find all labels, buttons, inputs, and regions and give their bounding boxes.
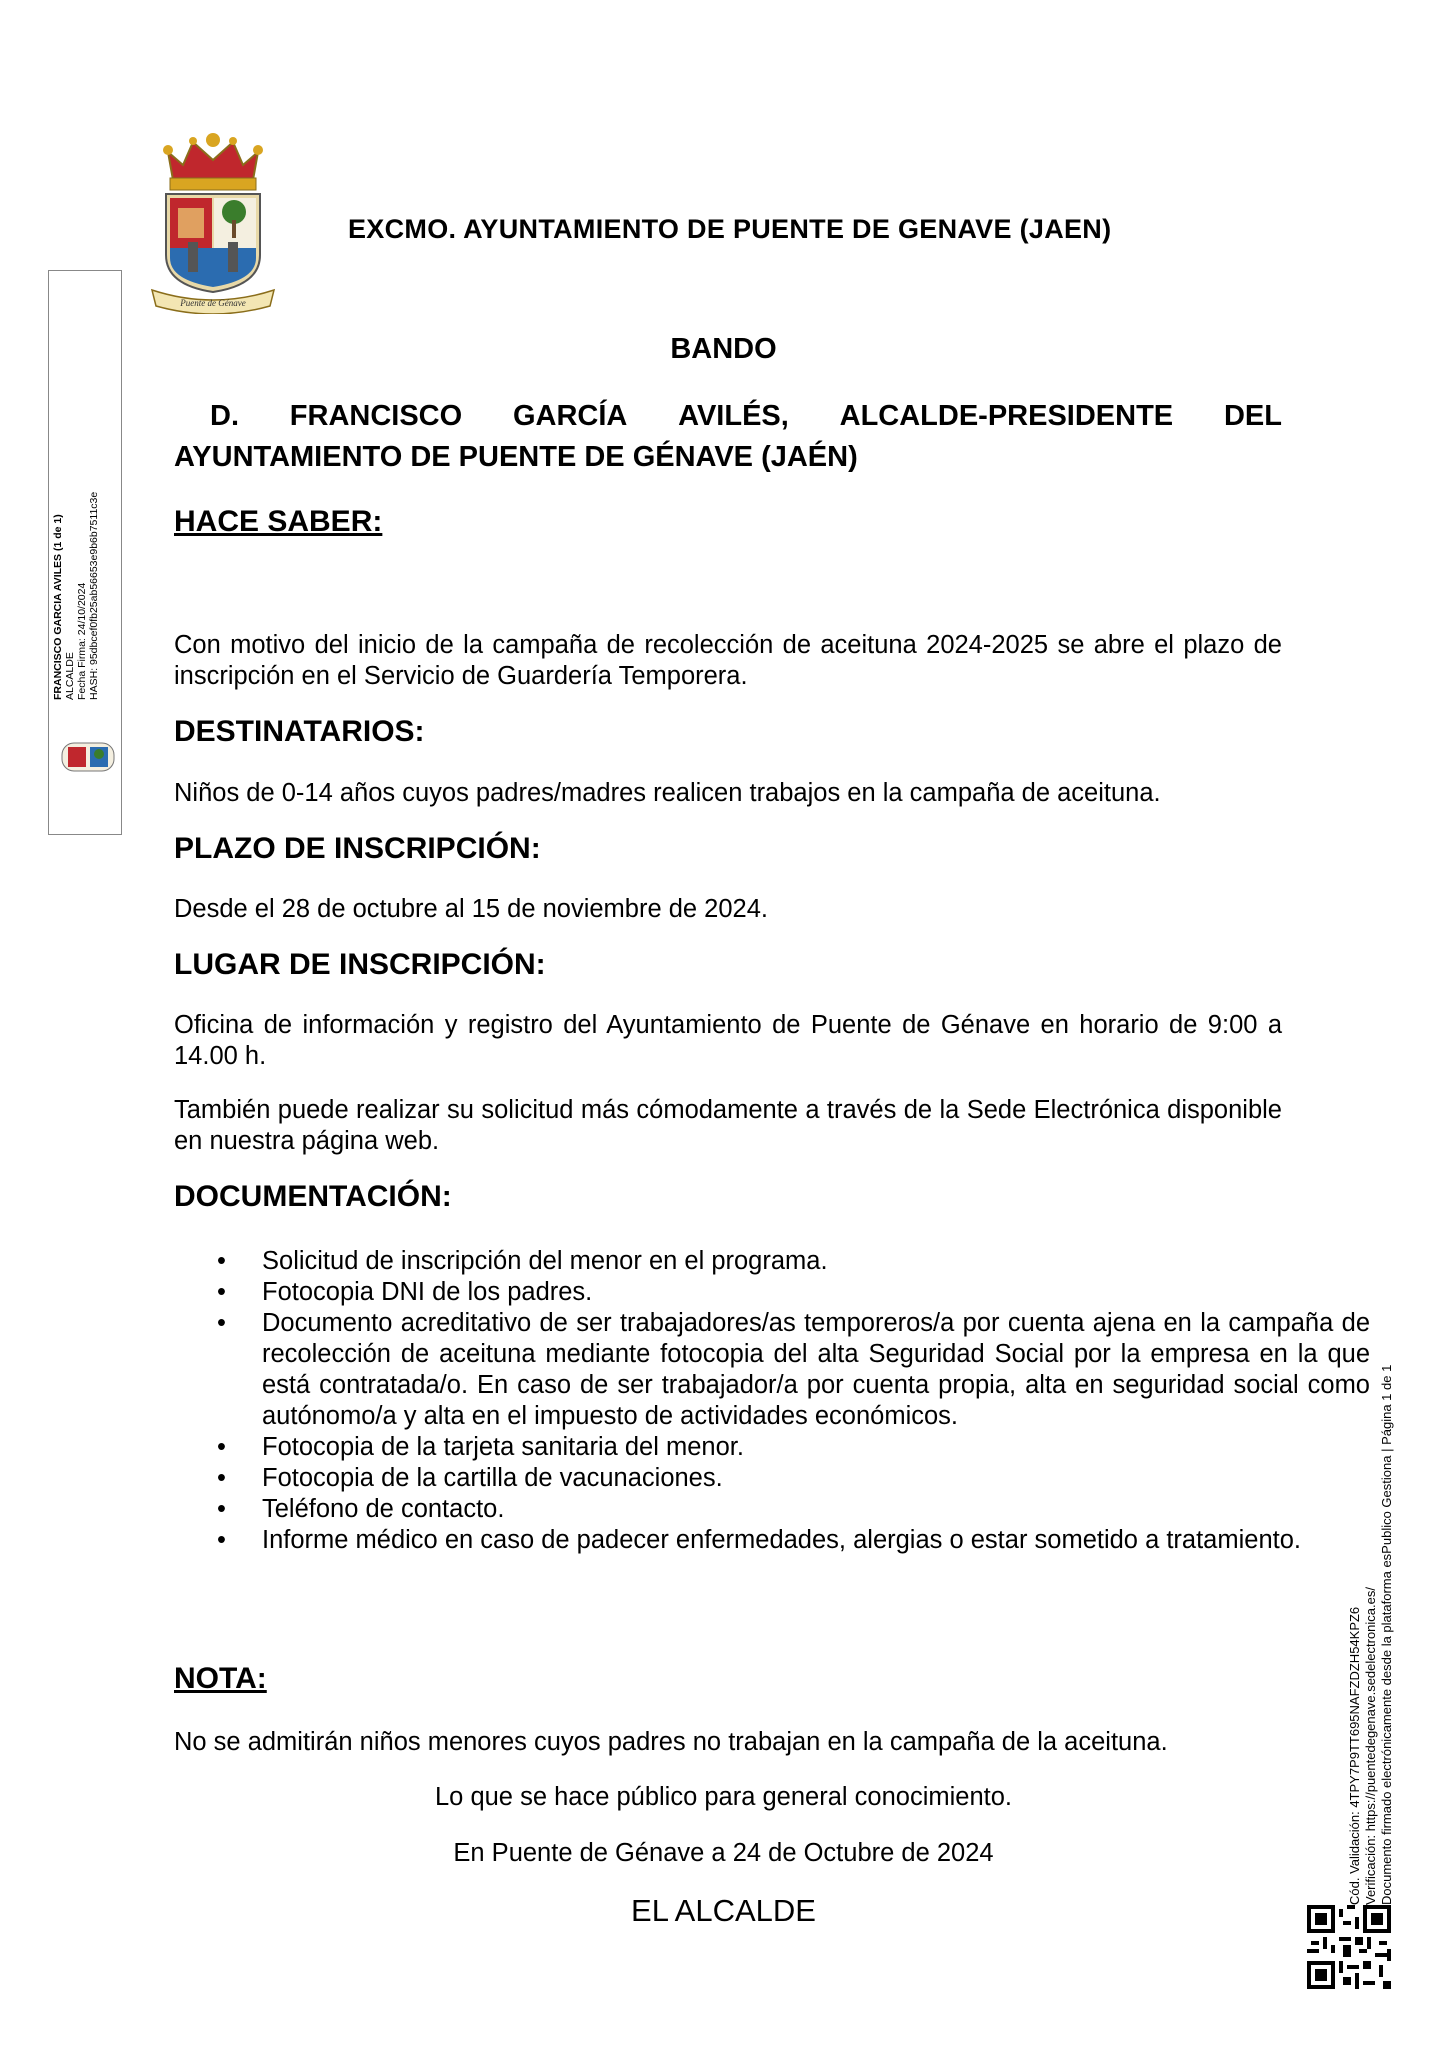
signer-role: ALCALDE	[64, 652, 76, 700]
hace-saber-text: Con motivo del inicio de la campaña de recolección de aceituna 2024-2025 se abre el plazo de inscripción en el Servicio de Guardería Temporera.	[174, 631, 1282, 690]
hace-saber-heading: HACE SABER:	[174, 505, 383, 538]
signer-name: FRANCISCO GARCIA AVILES (1 de 1)	[52, 514, 64, 700]
closing-publico: Lo que se hace público para general conocimiento.	[435, 1783, 1012, 1811]
list-item: • Teléfono de contacto.	[262, 1494, 1370, 1525]
mayor-intro	[174, 396, 1282, 478]
intro-word: ALCALDE-PRESIDENTE	[839, 400, 1174, 432]
mini-seal-icon	[60, 737, 116, 775]
list-item: • Fotocopia de la tarjeta sanitaria del menor.	[262, 1432, 1370, 1463]
intro-word: FRANCISCO	[289, 400, 463, 432]
lugar-text-1: Oficina de información y registro del Ayuntamiento de Puente de Génave en horario de 9:00 a 14.00 h.	[174, 1011, 1282, 1070]
validation-code: Cód. Validación: 4TPY7P9TT695NAFZDZH54KPZ6	[1347, 1606, 1362, 1905]
list-item: • Fotocopia DNI de los padres.	[262, 1277, 1370, 1308]
plazo-heading: PLAZO DE INSCRIPCIÓN:	[174, 832, 541, 865]
signature-date: Fecha Firma: 24/10/2024	[76, 582, 88, 700]
signature-hash: HASH: 95dbcef0fb25ab56653e9b6b7511c3e	[88, 491, 100, 700]
lugar-text-2: También puede realizar su solicitud más cómodamente a través de la Sede Electrónica disponible en nuestra página web.	[174, 1096, 1282, 1155]
nota-heading: NOTA:	[174, 1662, 267, 1695]
intro-word: DEL	[1223, 400, 1282, 432]
list-item: • Informe médico en caso de padecer enfermedades, alergias o estar sometido a tratamiento.	[262, 1525, 1370, 1556]
closing-place-date: En Puente de Génave a 24 de Octubre de 2024	[453, 1839, 994, 1867]
intro-word: AVILÉS,	[678, 400, 789, 432]
platform-note: Documento firmado electrónicamente desde la plataforma esPublico Gestiona | Página 1 de 1	[1379, 1364, 1394, 1905]
validation-text	[1347, 1265, 1395, 1905]
institution-title: EXCMO. AYUNTAMIENTO DE PUENTE DE GENAVE (JAEN)	[348, 214, 1112, 244]
destinatarios-text: Niños de 0-14 años cuyos padres/madres realicen trabajos en la campaña de aceituna.	[174, 779, 1161, 807]
signature-title: EL ALCALDE	[631, 1893, 816, 1928]
verification-url: Verificación: https://puentedegenave.sedelectronica.es/	[1363, 1587, 1378, 1905]
destinatarios-heading: DESTINATARIOS:	[174, 715, 425, 748]
qr-code-icon	[1307, 1905, 1391, 1989]
list-item: • Solicitud de inscripción del menor en el programa.	[262, 1246, 1370, 1277]
plazo-text: Desde el 28 de octubre al 15 de noviembre de 2024.	[174, 895, 768, 923]
list-item: • Documento acreditativo de ser trabajadores/as temporeros/a por cuenta ajena en la campaña de recolección de aceituna mediante fotocopia del alta Seguridad Social por la empresa en la que está contratada/o. En caso de ser trabajador/a por cuenta propia, alta en seguridad social como autónomo/a y alta en el impuesto de actividades económicos.	[262, 1308, 1370, 1432]
nota-text: No se admitirán niños menores cuyos padres no trabajan en la campaña de la aceituna.	[174, 1728, 1168, 1756]
intro-line-1	[174, 396, 1282, 437]
documentacion-heading: DOCUMENTACIÓN:	[174, 1180, 452, 1213]
coat-of-arms-logo	[148, 130, 278, 314]
list-item: • Fotocopia de la cartilla de vacunaciones.	[262, 1463, 1370, 1494]
intro-word: GARCÍA	[512, 400, 628, 432]
intro-line-2: AYUNTAMIENTO DE PUENTE DE GÉNAVE (JAÉN)	[174, 441, 858, 473]
document-type-heading: BANDO	[670, 333, 777, 365]
lugar-heading: LUGAR DE INSCRIPCIÓN:	[174, 948, 546, 981]
documentacion-list	[174, 1246, 1370, 1556]
crest-caption: Puente de Génave	[180, 298, 246, 308]
signature-details	[52, 370, 100, 700]
intro-word: D.	[210, 400, 239, 432]
